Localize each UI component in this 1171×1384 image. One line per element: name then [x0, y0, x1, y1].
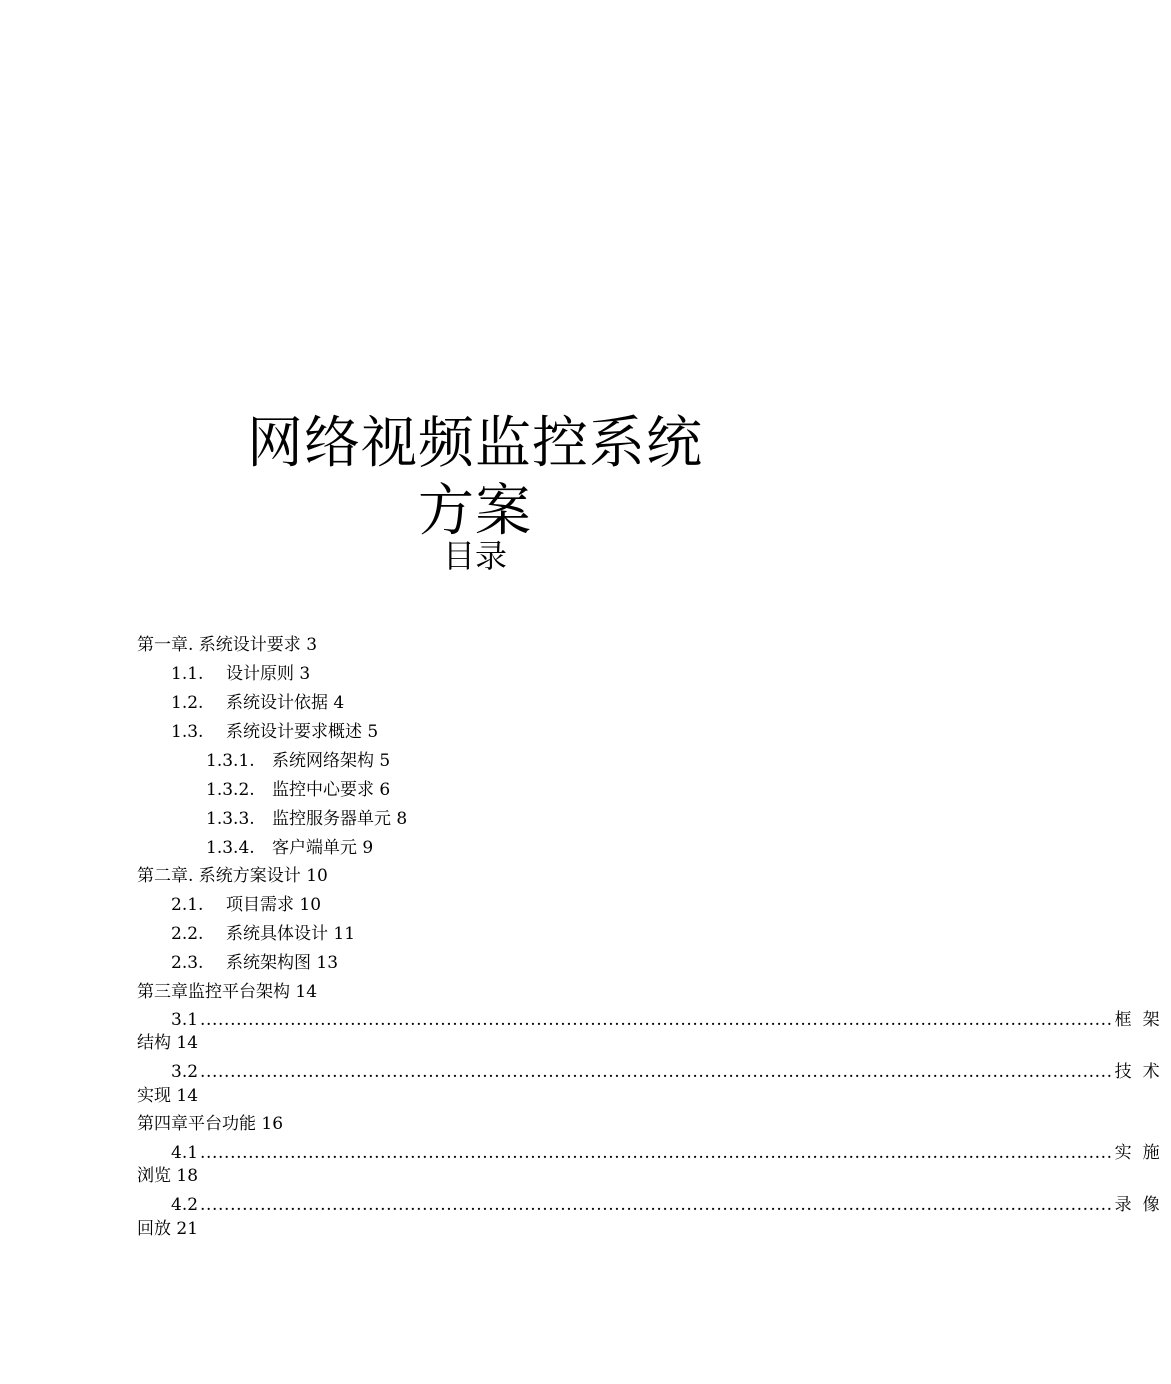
toc-chapter-4[interactable]: 第四章平台功能 16	[137, 1114, 284, 1134]
toc-text-start: 实施	[1114, 1143, 1171, 1163]
toc-section-1-3-2[interactable]	[206, 780, 390, 800]
toc-section-1-3-1[interactable]	[206, 751, 390, 771]
toc-section-4-1-continuation: 浏览 18	[137, 1166, 199, 1186]
toc-text-start: 框架	[1114, 1010, 1171, 1030]
toc-text: 监控中心要求 6	[272, 780, 391, 800]
toc-number: 4.2	[171, 1195, 199, 1215]
toc-section-3-2-continuation: 实现 14	[137, 1086, 199, 1106]
toc-section-1-3-3[interactable]	[206, 809, 407, 829]
toc-section-2-3[interactable]	[171, 953, 338, 973]
toc-section-3-2[interactable]	[171, 1062, 1171, 1082]
toc-text: 客户端单元 9	[272, 838, 374, 858]
toc-text: 监控服务器单元 8	[272, 809, 408, 829]
toc-number: 4.1	[171, 1143, 199, 1163]
dot-leader: ........................................................................................................................................................	[200, 1062, 1113, 1082]
toc-text-start: 技术	[1114, 1062, 1171, 1082]
toc-section-3-1[interactable]	[171, 1010, 1171, 1030]
toc-text: 系统网络架构 5	[272, 751, 391, 771]
toc-number: 1.2.	[171, 693, 204, 713]
toc-section-4-1[interactable]	[171, 1143, 1171, 1163]
toc-section-3-1-continuation: 结构 14	[137, 1033, 199, 1053]
toc-number: 2.1.	[171, 895, 204, 915]
dot-leader: ........................................................................................................................................................	[200, 1010, 1113, 1030]
toc-section-1-3-4[interactable]	[206, 838, 373, 858]
toc-number: 1.3.1.	[206, 751, 255, 771]
toc-number: 3.2	[171, 1062, 199, 1082]
toc-section-1-1[interactable]	[171, 664, 310, 684]
toc-section-2-2[interactable]	[171, 924, 355, 944]
toc-number: 2.2.	[171, 924, 204, 944]
toc-section-4-2[interactable]	[171, 1195, 1171, 1215]
toc-number: 2.3.	[171, 953, 204, 973]
toc-number: 1.3.4.	[206, 838, 255, 858]
toc-section-1-3[interactable]	[171, 722, 378, 742]
toc-number: 1.1.	[171, 664, 204, 684]
toc-text: 系统设计要求概述 5	[226, 722, 379, 742]
toc-text-start: 录像	[1114, 1195, 1171, 1215]
toc-text: 系统设计依据 4	[226, 693, 345, 713]
document-title-line1: 网络视频监控系统	[247, 411, 703, 476]
document-title-line2: 方案	[418, 479, 532, 544]
toc-text: 项目需求 10	[226, 895, 322, 915]
toc-chapter-3[interactable]: 第三章监控平台架构 14	[137, 982, 318, 1002]
toc-text: 设计原则 3	[226, 664, 311, 684]
toc-section-4-2-continuation: 回放 21	[137, 1219, 199, 1239]
toc-number: 1.3.2.	[206, 780, 255, 800]
toc-text: 系统架构图 13	[226, 953, 339, 973]
toc-text: 系统具体设计 11	[226, 924, 356, 944]
toc-section-1-2[interactable]	[171, 693, 344, 713]
toc-section-2-1[interactable]	[171, 895, 321, 915]
dot-leader: ........................................................................................................................................................	[200, 1143, 1113, 1163]
toc-number: 1.3.3.	[206, 809, 255, 829]
toc-heading: 目录	[442, 537, 507, 575]
toc-number: 1.3.	[171, 722, 204, 742]
toc-chapter-2[interactable]: 第二章. 系统方案设计 10	[137, 866, 328, 886]
dot-leader: ........................................................................................................................................................	[200, 1195, 1113, 1215]
toc-number: 3.1	[171, 1010, 199, 1030]
toc-chapter-1[interactable]: 第一章. 系统设计要求 3	[137, 635, 318, 655]
